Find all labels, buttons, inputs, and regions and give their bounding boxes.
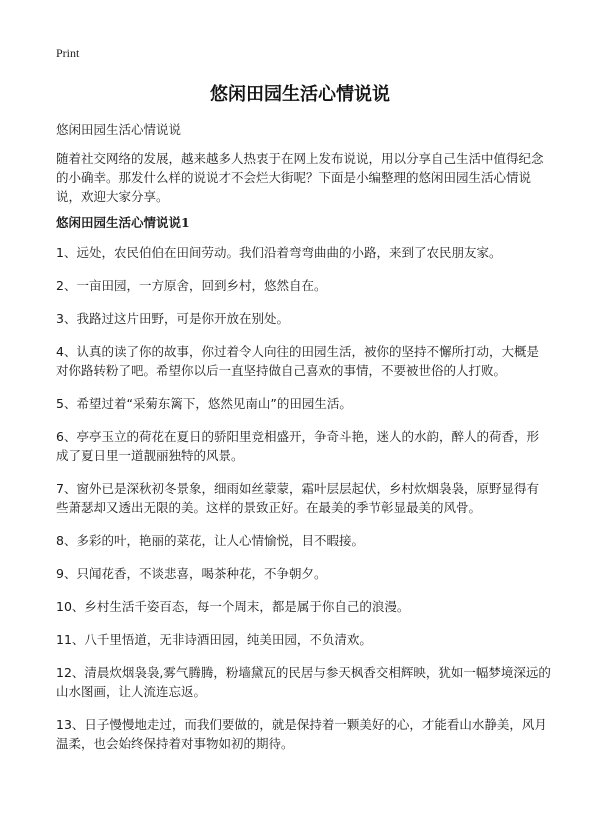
print-link[interactable]: Print xyxy=(56,46,80,60)
section-heading: 悠闲田园生活心情说说1 xyxy=(56,215,190,230)
intro-paragraph: 随着社交网络的发展，越来越多人热衷于在网上发布说说，用以分享自己生活中值得纪念的小确幸。那发什么样的说说才不会烂大街呢？下面是小编整理的悠闲田园生活心情说说，欢迎大家分享。 xyxy=(56,151,544,204)
list-item: 5、希望过着“采菊东篱下，悠然见南山”的田园生活。 xyxy=(56,396,352,411)
list-item: 9、只闻花香，不谈悲喜，喝茶种花，不争朝夕。 xyxy=(56,566,327,581)
list-item: 4、认真的读了你的故事，你过着令人向往的田园生活，被你的坚持不懈所打动，大概是对你路转粉了吧。希望你以后一直坚持做自己喜欢的事情，不要被世俗的人打败。 xyxy=(56,344,539,378)
list-item: 1、远处，农民伯伯在田间劳动。我们沿着弯弯曲曲的小路，来到了农民朋友家。 xyxy=(56,245,502,260)
list-item: 8、多彩的叶，艳丽的菜花，让人心情愉悦，目不暇接。 xyxy=(56,533,364,548)
list-item: 3、我路过这片田野，可是你开放在别处。 xyxy=(56,311,289,326)
list-item: 6、亭亭玉立的荷花在夏日的骄阳里竞相盛开，争奇斗艳，迷人的水韵，醉人的荷香，形成了夏日里一道靓丽独特的风景。 xyxy=(56,429,539,463)
item-list xyxy=(56,243,551,767)
list-item: 11、八千里悟道，无非诗酒田园，纯美田园，不负清欢。 xyxy=(56,632,372,647)
list-item: 12、清晨炊烟袅袅,雾气腾腾，粉墙黛瓦的民居与参天枫香交相辉映，犹如一幅梦境深远的山水图画，让人流连忘返。 xyxy=(56,665,551,699)
subtitle: 悠闲田园生活心情说说 xyxy=(56,122,182,137)
list-item: 10、乡村生活千姿百态，每一个周末，都是属于你自己的浪漫。 xyxy=(56,599,410,614)
list-item: 13、日子慢慢地走过，而我们要做的，就是保持着一颗美好的心，才能看山水静美，风月温柔，也会始终保持着对事物如初的期待。 xyxy=(56,717,547,751)
list-item: 2、一亩田园，一方原舍，回到乡村，悠然自在。 xyxy=(56,278,327,293)
list-item: 7、窗外已是深秋初冬景象，细雨如丝蒙蒙，霜叶层层起伏，乡村炊烟袅袅，原野显得有些萧瑟却又透出无限的美。这样的景致正好。在最美的季节彰显最美的风骨。 xyxy=(56,481,539,515)
page-title: 悠闲田园生活心情说说 xyxy=(210,84,390,105)
